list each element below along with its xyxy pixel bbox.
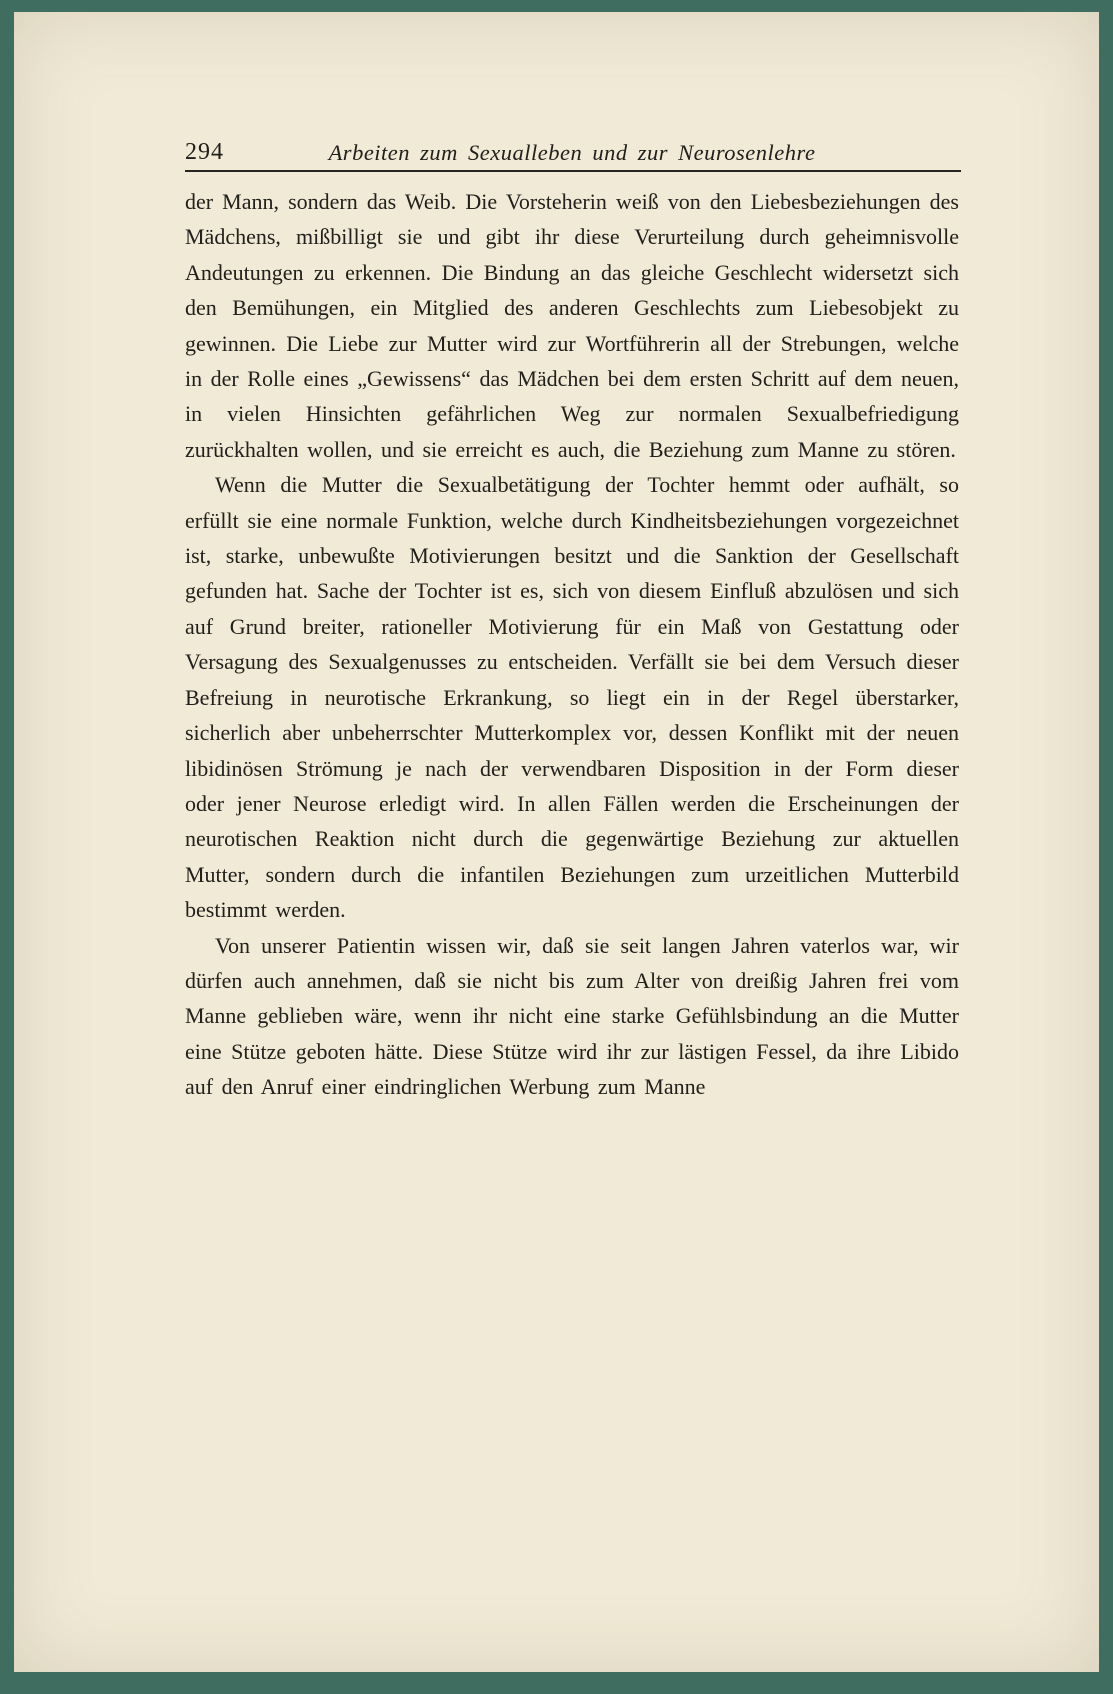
header-rule: [185, 170, 961, 172]
body-text: [185, 184, 959, 1105]
paragraph: Wenn die Mutter die Sexualbetätigung der Tochter hemmt oder aufhält, so erfüllt sie eine normale Funktion, welche durch Kindheitsbeziehungen vorgezeichnet ist, starke, unbewußte Motivierungen besitzt und die Sanktion der Gesellschaft gefunden hat. Sache der Tochter ist es, sich von diesem Einfluß abzulösen und sich auf Grund breiter, rationeller Motivierung für ein Maß von Gestattung oder Versagung des Sexualgenusses zu entscheiden. Verfällt sie bei dem Versuch dieser Befreiung in neurotische Erkrankung, so liegt ein in der Regel überstarker, sicherlich aber unbeherrschter Mutterkomplex vor, dessen Konflikt mit der neuen libidinösen Strömung je nach der verwendbaren Disposition in der Form dieser oder jener Neurose erledigt wird. In allen Fällen werden die Erscheinungen der neurotischen Reaktion nicht durch die gegenwärtige Beziehung zur aktuellen Mutter, sondern durch die infantilen Beziehungen zum urzeitlichen Mutterbild bestimmt werden.: [185, 472, 959, 923]
paragraph: der Mann, sondern das Weib. Die Vorsteherin weiß von den Liebesbeziehungen des Mädchens, mißbilligt sie und gibt ihr diese Verurteilung durch geheimnisvolle Andeutungen zu erkennen. Die Bindung an das gleiche Geschlecht widersetzt sich den Bemühungen, ein Mitglied des anderen Geschlechts zum Liebesobjekt zu gewinnen. Die Liebe zur Mutter wird zur Wortführerin all der Strebungen, welche in der Rolle eines „Gewissens“ das Mädchen bei dem ersten Schritt auf dem neuen, in vielen Hinsichten gefährlichen Weg zur normalen Sexualbefriedigung zurückhalten wollen, und sie erreicht es auch, die Beziehung zum Manne zu stören.: [185, 189, 959, 462]
paragraph: Von unserer Patientin wissen wir, daß sie seit langen Jahren vaterlos war, wir dürfen auch annehmen, daß sie nicht bis zum Alter von dreißig Jahren frei vom Manne geblieben wäre, wenn ihr nicht eine starke Gefühlsbindung an die Mutter eine Stütze geboten hätte. Diese Stütze wird ihr zur lästigen Fessel, da ihre Libido auf den Anruf einer eindringlichen Werbung zum Manne: [185, 932, 959, 1100]
book-page: [14, 12, 1099, 1672]
page-header: [185, 130, 959, 170]
running-title: Arbeiten zum Sexualleben und zur Neurosenlehre: [328, 140, 816, 165]
page-number: 294: [185, 139, 224, 165]
